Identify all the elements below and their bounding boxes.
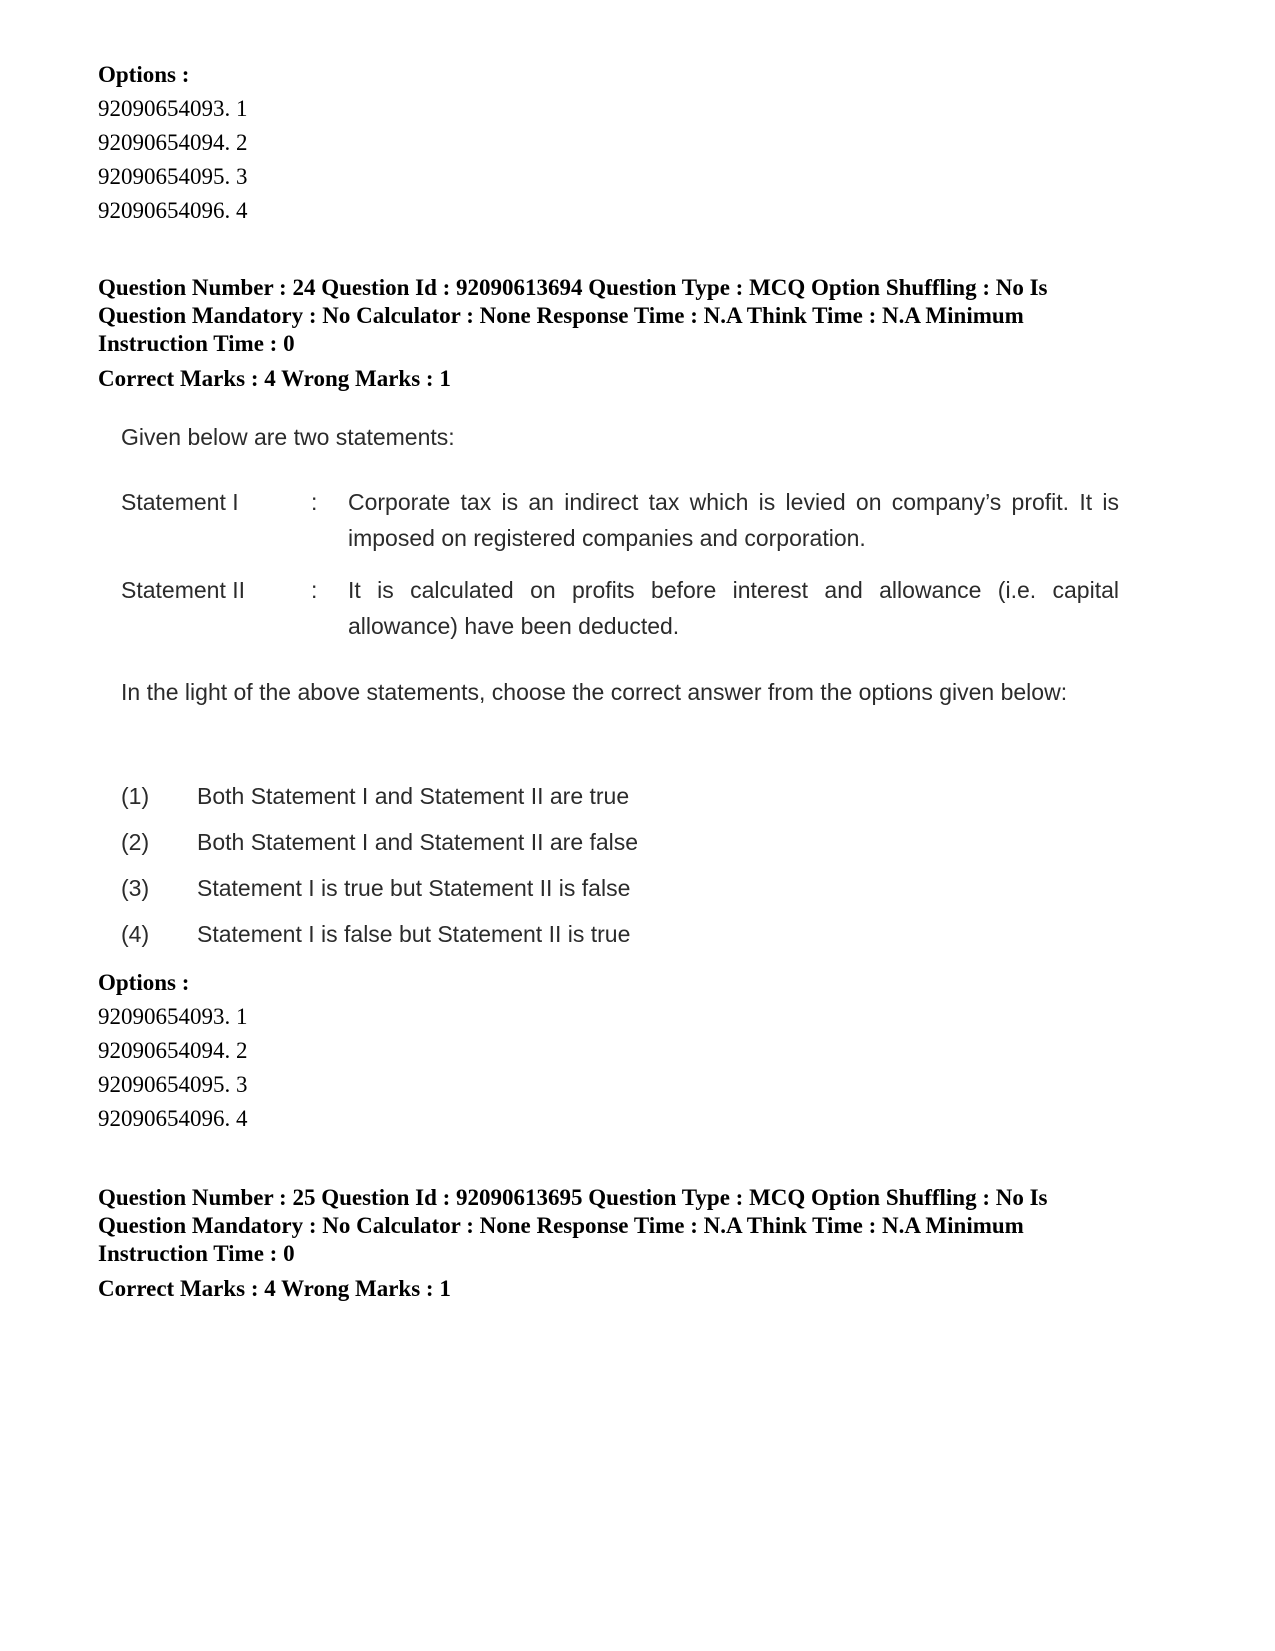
options-heading: Options : [98,970,190,995]
statement-text: Corporate tax is an indirect tax which is levied on company’s profit. It is imposed on registered companies and corporation. [348,489,1119,551]
choice-number: (3) [121,875,150,901]
question-meta-line: Question Number : 25 Question Id : 92090613695 Question Type : MCQ Option Shuffling : No Is [98,1185,1048,1210]
statement-label: Statement II [121,577,246,603]
options-heading: Options : [98,62,190,87]
option-line: 92090654096. 4 [98,198,248,223]
question-meta-line: Instruction Time : 0 [98,331,295,356]
option-line: 92090654095. 3 [98,1072,248,1097]
question-marks: Correct Marks : 4 Wrong Marks : 1 [98,1276,451,1301]
statement-text: It is calculated on profits before interest and allowance (i.e. capital allowance) have been deducted. [348,577,1119,639]
option-line: 92090654093. 1 [98,1004,248,1029]
question-meta-line: Question Mandatory : No Calculator : None Response Time : N.A Think Time : N.A Minimum [98,303,1024,328]
question-meta-line: Instruction Time : 0 [98,1241,295,1266]
question-instruction: In the light of the above statements, choose the correct answer from the options given below: [121,679,1068,705]
option-line: 92090654095. 3 [98,164,248,189]
choice-text: Statement I is true but Statement II is false [197,875,631,901]
question-meta-line: Question Mandatory : No Calculator : None Response Time : N.A Think Time : N.A Minimum [98,1213,1024,1238]
question-marks: Correct Marks : 4 Wrong Marks : 1 [98,366,451,391]
question-intro: Given below are two statements: [121,424,455,450]
choice-number: (2) [121,829,150,855]
choice-text: Statement I is false but Statement II is true [197,921,631,947]
statement-colon: : [311,489,318,515]
question-24-content [121,420,1121,960]
question-24-header [98,274,1178,393]
prev-options-block [98,58,1178,228]
question-meta-line: Question Number : 24 Question Id : 92090613694 Question Type : MCQ Option Shuffling : No Is [98,275,1048,300]
option-line: 92090654094. 2 [98,1038,248,1063]
question-25-header [98,1184,1178,1303]
choice-text: Both Statement I and Statement II are true [197,783,630,809]
statement-label: Statement I [121,489,239,515]
option-line: 92090654094. 2 [98,130,248,155]
option-line: 92090654093. 1 [98,96,248,121]
statement-colon: : [311,577,318,603]
choice-number: (4) [121,921,150,947]
question-24-options-block [98,966,1178,1136]
choice-text: Both Statement I and Statement II are false [197,829,639,855]
option-line: 92090654096. 4 [98,1106,248,1131]
choice-number: (1) [121,783,150,809]
